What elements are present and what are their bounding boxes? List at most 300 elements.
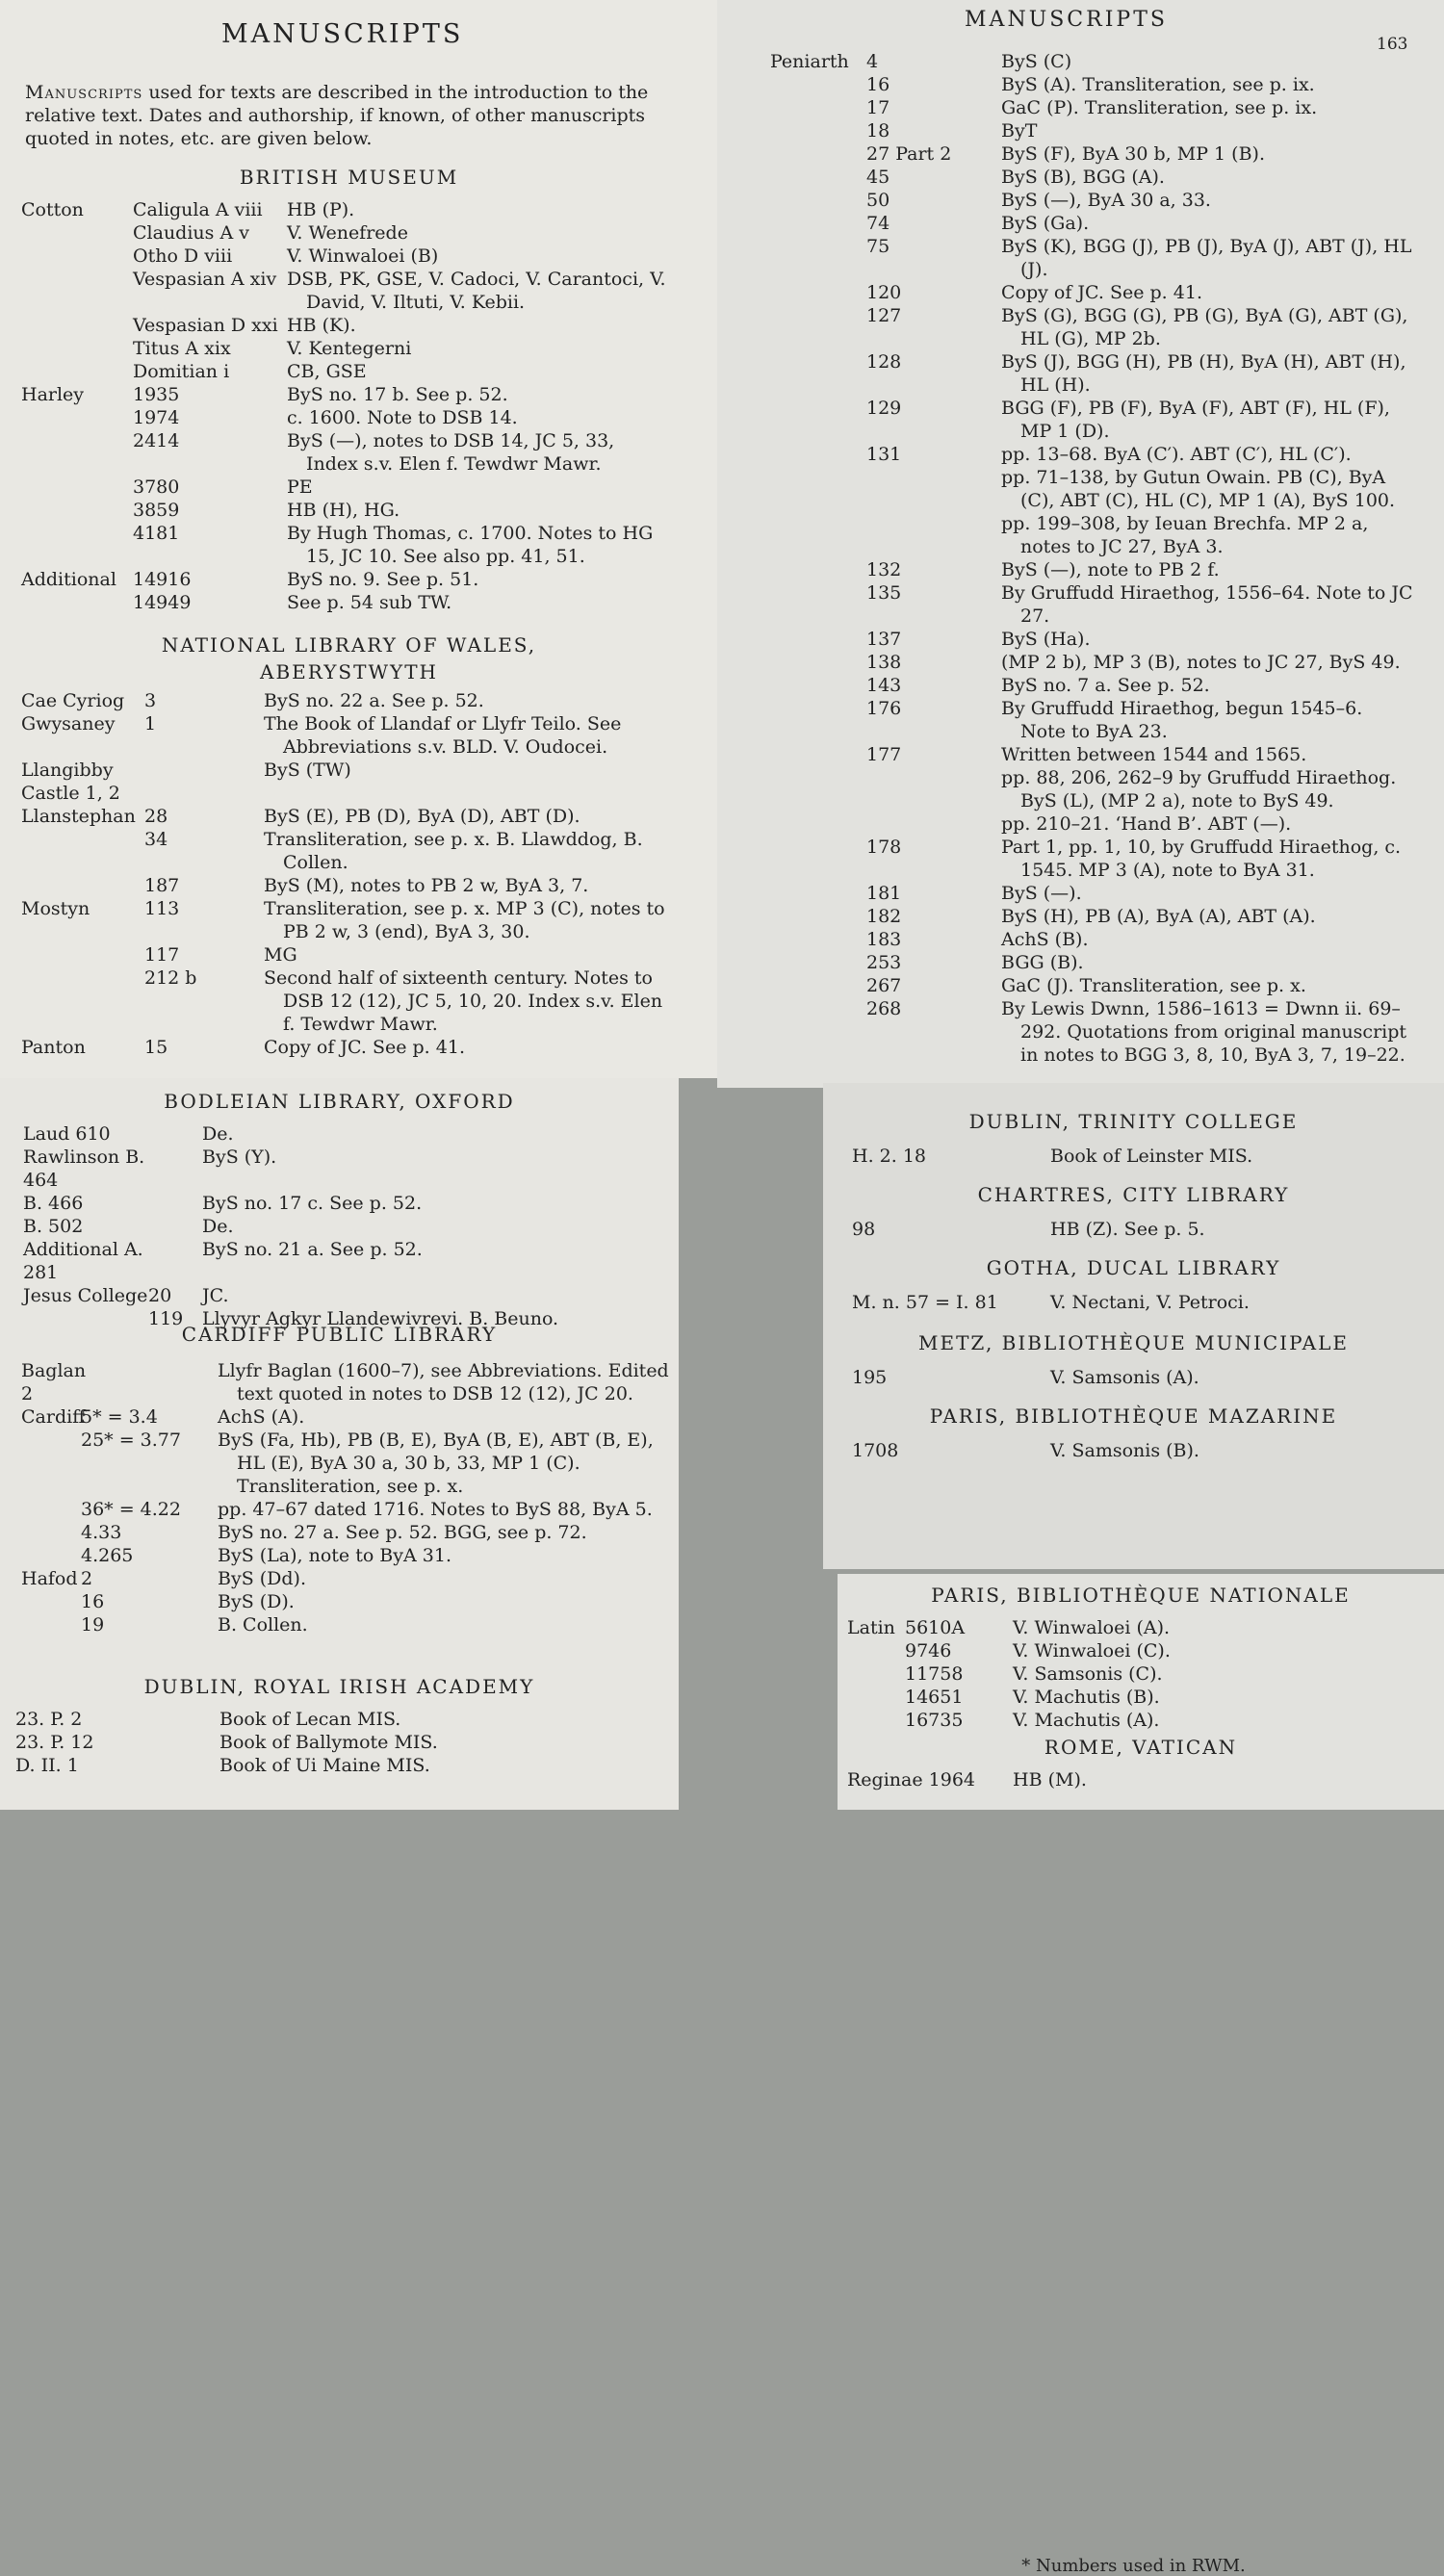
manuscript-number: 1974 bbox=[133, 407, 180, 428]
manuscript-row bbox=[21, 1498, 672, 1521]
manuscript-row bbox=[21, 406, 666, 429]
manuscript-description: HB (Z). See p. 5. bbox=[1050, 1219, 1205, 1240]
manuscript-description: V. Winwaloei (C). bbox=[1013, 1640, 1171, 1662]
collection-name: 98 bbox=[852, 1219, 876, 1240]
section-heading-paris-nationale: PARIS, BIBLIOTHÈQUE NATIONALE bbox=[931, 1584, 1351, 1607]
manuscript-number: 2 bbox=[81, 1568, 93, 1589]
manuscript-row bbox=[21, 522, 666, 568]
manuscript-description: ByS (Y). bbox=[202, 1146, 277, 1168]
manuscript-description: ByS (Ga). bbox=[1001, 213, 1090, 234]
collection-name bbox=[770, 628, 866, 651]
manuscript-row bbox=[770, 350, 1413, 397]
intro-lead: Manuscripts bbox=[25, 82, 143, 103]
manuscript-row bbox=[770, 812, 1413, 836]
section-heading-cardiff: CARDIFF PUBLIC LIBRARY bbox=[181, 1323, 498, 1346]
collection-name: Hafod bbox=[21, 1568, 78, 1589]
manuscript-row bbox=[21, 689, 676, 712]
manuscript-description: De. bbox=[202, 1123, 234, 1145]
collection-name: Reginae 1964 bbox=[847, 1769, 975, 1790]
collection-name bbox=[770, 73, 866, 96]
manuscript-description: pp. 47–67 dated 1716. Notes to ByS 88, ByA 5. bbox=[218, 1499, 653, 1520]
collection-name: H. 2. 18 bbox=[852, 1146, 926, 1167]
manuscript-number: 128 bbox=[866, 351, 902, 373]
manuscript-description: ByS (—), ByA 30 a, 33. bbox=[1001, 190, 1211, 211]
collection-name: Llanstephan bbox=[21, 806, 136, 827]
manuscript-row bbox=[852, 1439, 1430, 1462]
manuscript-number bbox=[148, 1215, 202, 1238]
collection-name: 1708 bbox=[852, 1440, 899, 1461]
manuscript-description: By Gruffudd Hiraethog, begun 1545–6. Note to ByA 23. bbox=[1001, 698, 1363, 742]
collection-name bbox=[21, 268, 133, 314]
collection-name: Additional A. 281 bbox=[23, 1239, 143, 1283]
manuscript-row bbox=[21, 897, 676, 943]
manuscript-row bbox=[15, 1708, 641, 1731]
manuscript-description: V. Wenefrede bbox=[287, 222, 408, 244]
manuscript-number: 14916 bbox=[133, 569, 192, 590]
manuscript-number: 137 bbox=[866, 629, 902, 650]
manuscript-number: Vespasian A xiv bbox=[133, 269, 277, 290]
manuscript-description: c. 1600. Note to DSB 14. bbox=[287, 407, 518, 428]
manuscript-description: V. Machutis (B). bbox=[1013, 1687, 1160, 1708]
manuscript-description: ByS (Fa, Hb), PB (B, E), ByA (B, E), ABT (B, E), HL (E), ByA 30 a, 30 b, 33, MP 1 (C). Transliteration, see p. x. bbox=[218, 1430, 654, 1497]
manuscript-row bbox=[21, 759, 676, 805]
manuscript-description: GaC (P). Transliteration, see p. ix. bbox=[1001, 97, 1318, 118]
manuscript-row bbox=[21, 1521, 672, 1544]
manuscript-description: ByS (C) bbox=[1001, 51, 1072, 72]
manuscript-description: pp. 13–68. ByA (C′). ABT (C′), HL (C′). bbox=[1001, 444, 1352, 465]
collection-name bbox=[770, 674, 866, 697]
manuscript-row bbox=[21, 198, 666, 221]
collection-name bbox=[770, 905, 866, 928]
manuscript-number: 16 bbox=[866, 74, 890, 95]
manuscript-description: ByS (—). bbox=[1001, 883, 1082, 904]
manuscript-description: De. bbox=[202, 1216, 234, 1237]
manuscript-description: B. Collen. bbox=[218, 1614, 308, 1636]
manuscript-description: ByS (F), ByA 30 b, MP 1 (B). bbox=[1001, 143, 1265, 165]
collection-name bbox=[21, 1613, 81, 1636]
manuscript-description: ByS no. 17 b. See p. 52. bbox=[287, 384, 508, 405]
collection-name: 195 bbox=[852, 1367, 888, 1388]
page-left-bottom bbox=[0, 1078, 679, 1810]
section-heading: GOTHA, DUCAL LIBRARY bbox=[986, 1256, 1281, 1279]
nlw-list bbox=[21, 689, 676, 1059]
collection-name bbox=[847, 1662, 905, 1686]
page-left-top bbox=[0, 0, 717, 1078]
section-heading: CHARTRES, CITY LIBRARY bbox=[977, 1183, 1290, 1206]
manuscript-number: 5610A bbox=[905, 1617, 966, 1638]
manuscript-description: ByS (H), PB (A), ByA (A), ABT (A). bbox=[1001, 906, 1316, 927]
manuscript-number: 117 bbox=[144, 944, 180, 966]
collection-name bbox=[770, 235, 866, 281]
collection-name bbox=[21, 314, 133, 337]
manuscript-number: 176 bbox=[866, 698, 902, 719]
collection-name bbox=[21, 499, 133, 522]
manuscript-description: Book of Leinster MIS. bbox=[1050, 1146, 1253, 1167]
manuscript-description: pp. 210–21. ‘Hand B’. ABT (—). bbox=[1001, 813, 1292, 835]
manuscript-row bbox=[23, 1284, 649, 1307]
collection-name: Cardiff bbox=[21, 1406, 86, 1428]
collection-name bbox=[770, 974, 866, 997]
manuscript-number: 25* = 3.77 bbox=[81, 1430, 181, 1451]
manuscript-row bbox=[15, 1754, 641, 1777]
library-entry bbox=[852, 1291, 1430, 1314]
collection-name: D. II. 1 bbox=[15, 1755, 79, 1776]
manuscript-row bbox=[770, 281, 1413, 304]
manuscript-row bbox=[852, 1291, 1430, 1314]
manuscript-number: 3859 bbox=[133, 500, 180, 521]
collection-name bbox=[770, 581, 866, 628]
manuscript-description: Copy of JC. See p. 41. bbox=[1001, 282, 1202, 303]
collection-name bbox=[21, 429, 133, 476]
manuscript-row bbox=[15, 1731, 641, 1754]
manuscript-row bbox=[21, 1567, 672, 1590]
manuscript-number bbox=[148, 1238, 202, 1284]
collection-name bbox=[770, 350, 866, 397]
manuscript-description: ByS (G), BGG (G), PB (G), ByA (G), ABT (G), HL (G), MP 2b. bbox=[1001, 305, 1408, 349]
manuscript-row bbox=[770, 397, 1413, 443]
manuscript-number: 17 bbox=[866, 97, 890, 118]
manuscript-row bbox=[23, 1146, 649, 1192]
collection-name bbox=[770, 836, 866, 882]
manuscript-row bbox=[770, 212, 1413, 235]
manuscript-number: 120 bbox=[866, 282, 902, 303]
page-number: 163 bbox=[1377, 35, 1408, 54]
manuscript-row bbox=[21, 966, 676, 1036]
manuscript-number: 1 bbox=[144, 713, 157, 734]
manuscript-description: GaC (J). Transliteration, see p. x. bbox=[1001, 975, 1306, 996]
manuscript-description: V. Winwaloei (A). bbox=[1013, 1617, 1171, 1638]
manuscript-description: ByS no. 7 a. See p. 52. bbox=[1001, 675, 1210, 696]
manuscript-number: 4 bbox=[866, 51, 879, 72]
manuscript-description: Part 1, pp. 1, 10, by Gruffudd Hiraethog, c. 1545. MP 3 (A), note to ByA 31. bbox=[1001, 837, 1402, 881]
manuscript-row bbox=[21, 360, 666, 383]
manuscript-row bbox=[21, 1429, 672, 1498]
manuscript-row bbox=[770, 189, 1413, 212]
manuscript-row bbox=[770, 96, 1413, 119]
manuscript-description: BGG (F), PB (F), ByA (F), ABT (F), HL (F), MP 1 (D). bbox=[1001, 398, 1390, 442]
manuscript-description: By Lewis Dwnn, 1586–1613 = Dwnn ii. 69–292. Quotations from original manuscript in notes to BGG 3, 8, 10, ByA 3, 7, 19–22. bbox=[1001, 998, 1407, 1066]
collection-name: Baglan 2 bbox=[21, 1360, 87, 1404]
manuscript-description: Book of Ballymote MIS. bbox=[219, 1732, 438, 1753]
manuscript-number bbox=[866, 466, 1001, 512]
manuscript-description: Written between 1544 and 1565. bbox=[1001, 744, 1307, 765]
manuscript-row bbox=[770, 142, 1413, 166]
collection-name: Additional bbox=[21, 569, 116, 590]
manuscript-row bbox=[23, 1215, 649, 1238]
manuscript-description: The Book of Llandaf or Llyfr Teilo. See Abbreviations s.v. BLD. V. Oudocei. bbox=[264, 713, 622, 758]
collection-name: Peniarth bbox=[770, 51, 849, 72]
rome-list bbox=[847, 1768, 1425, 1791]
manuscript-number: 4.265 bbox=[81, 1545, 134, 1566]
collection-name bbox=[21, 245, 133, 268]
section-heading: METZ, BIBLIOTHÈQUE MUNICIPALE bbox=[917, 1331, 1350, 1354]
manuscript-description: HB (M). bbox=[1013, 1769, 1087, 1790]
manuscript-number bbox=[144, 759, 264, 805]
manuscript-number bbox=[866, 766, 1001, 812]
manuscript-description: DSB, PK, GSE, V. Cadoci, V. Carantoci, V. David, V. Iltuti, V. Kebii. bbox=[287, 269, 666, 313]
manuscript-description: HB (H), HG. bbox=[287, 500, 400, 521]
manuscript-description: ByT bbox=[1001, 120, 1038, 142]
collection-name bbox=[770, 651, 866, 674]
collection-name bbox=[847, 1709, 905, 1732]
collection-name bbox=[21, 406, 133, 429]
collection-name: 23. P. 2 bbox=[15, 1709, 83, 1730]
manuscript-row bbox=[21, 337, 666, 360]
manuscript-row bbox=[21, 221, 666, 245]
collection-name bbox=[770, 928, 866, 951]
manuscript-description: V. Samsonis (C). bbox=[1013, 1663, 1163, 1685]
manuscript-row bbox=[770, 50, 1413, 73]
manuscript-description: ByS no. 22 a. See p. 52. bbox=[264, 690, 484, 711]
manuscript-row bbox=[21, 1359, 672, 1405]
manuscript-description: V. Kentegerni bbox=[287, 338, 412, 359]
manuscript-row bbox=[852, 1145, 1430, 1168]
section-heading-nlw-2: ABERYSTWYTH bbox=[260, 660, 438, 683]
manuscript-description: ByS (B), BGG (A). bbox=[1001, 167, 1165, 188]
collection-name bbox=[770, 189, 866, 212]
manuscript-row bbox=[770, 558, 1413, 581]
manuscript-row bbox=[770, 997, 1413, 1067]
manuscript-row bbox=[21, 1405, 672, 1429]
manuscript-description: (MP 2 b), MP 3 (B), notes to JC 27, ByS 49. bbox=[1001, 652, 1401, 673]
collection-name bbox=[21, 966, 144, 1036]
library-entry bbox=[852, 1145, 1430, 1168]
collection-name bbox=[770, 281, 866, 304]
manuscript-row bbox=[770, 628, 1413, 651]
manuscript-row bbox=[23, 1238, 649, 1284]
manuscript-number: 20 bbox=[148, 1285, 172, 1306]
collection-name bbox=[770, 743, 866, 766]
collection-name bbox=[21, 1429, 81, 1498]
collection-name bbox=[770, 119, 866, 142]
collection-name bbox=[770, 466, 866, 512]
collection-name bbox=[847, 1639, 905, 1662]
manuscript-row bbox=[21, 476, 666, 499]
manuscript-description: ByS (M), notes to PB 2 w, ByA 3, 7. bbox=[264, 875, 589, 896]
manuscript-row bbox=[21, 568, 666, 591]
manuscript-row bbox=[770, 651, 1413, 674]
manuscript-description: ByS (—), note to PB 2 f. bbox=[1001, 559, 1220, 580]
manuscript-row bbox=[770, 697, 1413, 743]
manuscript-number bbox=[148, 1192, 202, 1215]
collection-name bbox=[770, 997, 866, 1067]
manuscript-description: Book of Lecan MIS. bbox=[219, 1709, 401, 1730]
manuscript-row bbox=[770, 466, 1413, 512]
manuscript-row bbox=[770, 836, 1413, 882]
manuscript-row bbox=[847, 1616, 1425, 1639]
collection-name: Llangibby Castle 1, 2 bbox=[21, 760, 120, 804]
manuscript-row bbox=[852, 1366, 1430, 1389]
manuscript-number: 36* = 4.22 bbox=[81, 1499, 181, 1520]
manuscript-description: ByS (TW) bbox=[264, 760, 351, 781]
manuscript-number: 267 bbox=[866, 975, 902, 996]
library-entry bbox=[852, 1218, 1430, 1241]
manuscript-row bbox=[847, 1662, 1425, 1686]
collection-name: Gwysaney bbox=[21, 713, 116, 734]
manuscript-number: 135 bbox=[866, 582, 902, 604]
manuscript-description: ByS (E), PB (D), ByA (D), ABT (D). bbox=[264, 806, 580, 827]
page-title: MANUSCRIPTS bbox=[221, 19, 464, 49]
collection-name bbox=[21, 828, 144, 874]
collection-name: Laud 610 bbox=[23, 1123, 111, 1145]
manuscript-description: ByS (Dd). bbox=[218, 1568, 307, 1589]
manuscript-number: 143 bbox=[866, 675, 902, 696]
manuscript-row bbox=[21, 712, 676, 759]
collection-name bbox=[770, 766, 866, 812]
manuscript-description: ByS (—), notes to DSB 14, JC 5, 33, Index s.v. Elen f. Tewdwr Mawr. bbox=[287, 430, 615, 475]
manuscript-row bbox=[21, 1613, 672, 1636]
manuscript-description: ByS no. 9. See p. 51. bbox=[287, 569, 479, 590]
manuscript-number: 75 bbox=[866, 236, 890, 257]
section-heading-rome: ROME, VATICAN bbox=[1044, 1736, 1238, 1759]
manuscript-number bbox=[81, 1359, 218, 1405]
manuscript-number: 15 bbox=[144, 1037, 168, 1058]
manuscript-row bbox=[770, 905, 1413, 928]
manuscript-row bbox=[21, 1036, 676, 1059]
manuscript-number: 181 bbox=[866, 883, 902, 904]
manuscript-description: ByS no. 21 a. See p. 52. bbox=[202, 1239, 423, 1260]
manuscript-row bbox=[23, 1192, 649, 1215]
manuscript-description: Second half of sixteenth century. Notes to DSB 12 (12), JC 5, 10, 20. Index s.v. Elen f. Tewdwr Mawr. bbox=[264, 967, 663, 1035]
manuscript-number bbox=[148, 1146, 202, 1192]
collection-name bbox=[770, 212, 866, 235]
manuscript-number: 253 bbox=[866, 952, 902, 973]
manuscript-number: Vespasian D xxi bbox=[133, 315, 278, 336]
collection-name bbox=[21, 476, 133, 499]
collection-name: Panton bbox=[21, 1037, 86, 1058]
manuscript-number: 119 bbox=[148, 1308, 184, 1329]
manuscript-number bbox=[866, 812, 1001, 836]
collection-name: Jesus College bbox=[23, 1285, 148, 1306]
manuscript-number: 5* = 3.4 bbox=[81, 1406, 158, 1428]
section-heading-ria: DUBLIN, ROYAL IRISH ACADEMY bbox=[143, 1675, 535, 1698]
manuscript-description: ByS no. 27 a. See p. 52. BGG, see p. 72. bbox=[218, 1522, 587, 1543]
section-heading-british-museum: BRITISH MUSEUM bbox=[239, 166, 459, 189]
manuscript-number: 16735 bbox=[905, 1710, 964, 1731]
collection-name bbox=[21, 943, 144, 966]
collection-name bbox=[770, 951, 866, 974]
manuscript-description: CB, GSE bbox=[287, 361, 367, 382]
manuscript-description: pp. 199–308, by Ieuan Brechfa. MP 2 a, notes to JC 27, ByA 3. bbox=[1001, 513, 1369, 557]
manuscript-number: 212 b bbox=[144, 967, 197, 989]
manuscript-description: Book of Ui Maine MIS. bbox=[219, 1755, 430, 1776]
manuscript-number: 183 bbox=[866, 929, 902, 950]
collection-name bbox=[21, 1544, 81, 1567]
bodleian-list bbox=[23, 1122, 649, 1330]
collection-name bbox=[770, 142, 866, 166]
manuscript-row bbox=[21, 245, 666, 268]
manuscript-row bbox=[770, 882, 1413, 905]
collection-name bbox=[21, 337, 133, 360]
manuscript-number: 34 bbox=[144, 829, 168, 850]
manuscript-number: 4181 bbox=[133, 523, 180, 544]
manuscript-number: 187 bbox=[144, 875, 180, 896]
manuscript-row bbox=[770, 443, 1413, 466]
manuscript-description: HB (P). bbox=[287, 199, 355, 220]
manuscript-number: Claudius A v bbox=[133, 222, 249, 244]
manuscript-number: Domitian i bbox=[133, 361, 230, 382]
collection-name: M. n. 57 = I. 81 bbox=[852, 1292, 998, 1313]
manuscript-description: pp. 71–138, by Gutun Owain. PB (C), ByA (C), ABT (C), HL (C), MP 1 (A), ByS 100. bbox=[1001, 467, 1396, 511]
collection-name: 23. P. 12 bbox=[15, 1732, 94, 1753]
collection-name bbox=[21, 522, 133, 568]
manuscript-number: 16 bbox=[81, 1591, 105, 1612]
manuscript-number: 131 bbox=[866, 444, 902, 465]
collection-name: Harley bbox=[21, 384, 85, 405]
section-heading-nlw-1: NATIONAL LIBRARY OF WALES, bbox=[161, 633, 537, 657]
collection-name: Cae Cyriog bbox=[21, 690, 125, 711]
manuscript-description: JC. bbox=[202, 1285, 229, 1306]
collection-name bbox=[21, 360, 133, 383]
collection-name bbox=[21, 1521, 81, 1544]
manuscript-row bbox=[21, 828, 676, 874]
manuscript-row bbox=[23, 1122, 649, 1146]
manuscript-description: MG bbox=[264, 944, 297, 966]
collection-name bbox=[847, 1686, 905, 1709]
manuscript-description: V. Samsonis (A). bbox=[1050, 1367, 1199, 1388]
collection-name: B. 502 bbox=[23, 1216, 84, 1237]
manuscript-row bbox=[21, 383, 666, 406]
manuscript-row bbox=[770, 119, 1413, 142]
manuscript-number bbox=[148, 1122, 202, 1146]
manuscript-description: ByS no. 17 c. See p. 52. bbox=[202, 1193, 423, 1214]
collection-name bbox=[770, 882, 866, 905]
collection-name bbox=[770, 558, 866, 581]
manuscript-number: 127 bbox=[866, 305, 902, 326]
manuscript-row bbox=[770, 974, 1413, 997]
collection-name: Rawlinson B. 464 bbox=[23, 1146, 145, 1191]
manuscript-description: V. Samsonis (B). bbox=[1050, 1440, 1199, 1461]
page-running-title: MANUSCRIPTS bbox=[965, 8, 1168, 32]
paris-nationale-list bbox=[847, 1616, 1425, 1732]
manuscript-row bbox=[852, 1218, 1430, 1241]
collection-name: Latin bbox=[847, 1617, 895, 1638]
collection-name bbox=[770, 304, 866, 350]
footnote: * Numbers used in RWM. bbox=[1021, 2556, 1246, 2576]
manuscript-row bbox=[21, 499, 666, 522]
manuscript-number: Caligula A viii bbox=[133, 199, 263, 220]
manuscript-number: 27 Part 2 bbox=[866, 143, 952, 165]
manuscript-row bbox=[21, 1544, 672, 1567]
manuscript-number: 9746 bbox=[905, 1640, 952, 1662]
manuscript-row bbox=[847, 1686, 1425, 1709]
manuscript-description: V. Winwaloei (B) bbox=[287, 245, 439, 267]
manuscript-row bbox=[770, 766, 1413, 812]
manuscript-description: HB (K). bbox=[287, 315, 356, 336]
manuscript-description: ByS (J), BGG (H), PB (H), ByA (H), ABT (H), HL (H). bbox=[1001, 351, 1406, 396]
collection-name bbox=[21, 1590, 81, 1613]
manuscript-row bbox=[770, 581, 1413, 628]
manuscript-row bbox=[770, 304, 1413, 350]
manuscript-row bbox=[847, 1709, 1425, 1732]
intro-text: used for texts are described in the introduction to the relative text. Dates and authorship, if known, of other manuscripts quoted in notes, etc. are given below. bbox=[25, 82, 649, 149]
manuscript-description: Llyvyr Agkyr Llandewivrevi. B. Beuno. bbox=[202, 1308, 559, 1329]
manuscript-number: 18 bbox=[866, 120, 890, 142]
collection-name bbox=[770, 512, 866, 558]
library-entry bbox=[852, 1439, 1430, 1462]
section-heading: DUBLIN, TRINITY COLLEGE bbox=[968, 1110, 1299, 1133]
manuscript-row bbox=[770, 674, 1413, 697]
manuscript-description: V. Machutis (A). bbox=[1013, 1710, 1160, 1731]
manuscript-row bbox=[847, 1639, 1425, 1662]
collection-name bbox=[770, 96, 866, 119]
british-museum-list bbox=[21, 198, 666, 614]
collection-name bbox=[770, 697, 866, 743]
manuscript-description: ByS (D). bbox=[218, 1591, 295, 1612]
manuscript-number: 50 bbox=[866, 190, 890, 211]
manuscript-description: AchS (B). bbox=[1001, 929, 1089, 950]
manuscript-row bbox=[21, 1590, 672, 1613]
